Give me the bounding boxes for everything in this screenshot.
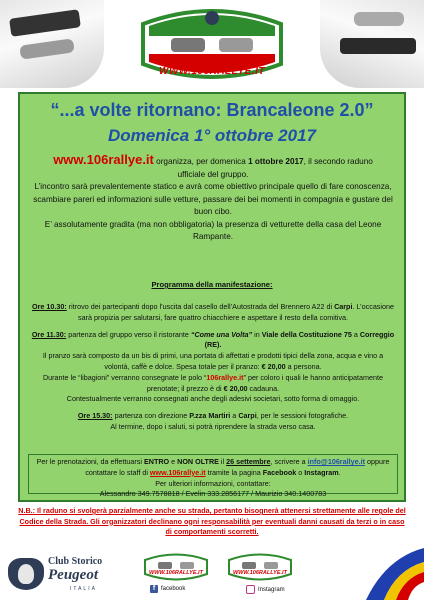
website-link[interactable]: www.106rallye.it: [53, 152, 154, 167]
intro-text: www.106rallye.it organizza, per domenica 1 ottobre 2017, il secondo raduno ufficiale del gruppo. L’incontro sarà prevalentemente statico e avrà come obiettivo principale quello di fare conoscenza, scambiare pareri ed informazioni sulle vetture, passare dei bei momenti in compagnia e gustare del buon cibo. E’ assolutamente gradita (ma non obbligatoria) la presenza di vetturette della casa del Leone Rampante.: [30, 154, 396, 244]
program-item: Ore 10.30: ritrovo dei partecipanti dopo l’uscita dal casello dell’Autostrada del Brennero A22 di Carpi. L’occasione sarà propizia per salutarsi, fare quattro chiacchiere e aspettare il resto della comitiva.: [32, 302, 394, 322]
program-heading: Programma della manifestazione:: [151, 280, 273, 289]
106rallye-logo-small: [226, 552, 294, 582]
program-item: Ore 11.30: partenza del gruppo verso il ristorante “Come una Volta” in Viale della Costituzione 75 a Correggio (RE).: [31, 329, 395, 350]
instagram-icon: [246, 585, 255, 594]
program-item: Al termine, dopo i saluti, si potrà riprendere la strada verso casa.: [110, 421, 316, 431]
footer-logos: Club Storico Peugeot ITALIA WWW.106RALLYE.IT f facebook WWW.106RALLYE.IT Instagram: [0, 548, 424, 600]
racing-stripe-decoration: [326, 548, 424, 600]
website-link[interactable]: www.106rallye.it: [149, 467, 206, 477]
facebook-icon: f: [150, 585, 158, 593]
car-front-left-image: [0, 0, 104, 88]
program-list: [30, 302, 396, 439]
program-item: Ore 15.30: partenza con direzione P.zza Martiri a Carpi, per le sessioni fotografiche.: [77, 411, 349, 421]
club-peugeot-logo: Club Storico Peugeot ITALIA: [8, 548, 120, 596]
106rallye-logo-small: [142, 552, 210, 582]
program-item: Durante le “libagioni” verranno consegnate le polo “106rallye.it” per coloro i quali le hanno anticipatamente prenotate; il prezzo è di € 20,00 cadauna.: [42, 372, 384, 393]
facebook-link[interactable]: f facebook: [150, 585, 185, 593]
disclaimer-note: N.B.: Il raduno si svolgerà parzialmente anche su strada, pertanto bisognerà attenersi strettamente alle regole del Codice della Strada. Gli organizzatori declinano ogni responsabilità per eventuali danni causati da terzi o in caso di comportamenti scorretti.: [18, 506, 406, 537]
event-title: “...a volte ritornano: Brancaleone 2.0”: [50, 100, 374, 120]
car-front-right-image: [320, 0, 424, 88]
booking-info-box: Per le prenotazioni, da effettuarsi ENTRO e NON OLTRE il 26 settembre, scrivere a info@106rallye.it oppure contattare lo staff di www.106rallye.it tramite la pagina Facebook o Instagram. Per ulteriori informazioni, contattare: Alessandro 349.7578818 / Evelin 333.2856177 / Maurizio 340.1400783: [28, 454, 398, 494]
header-banner: [0, 0, 424, 92]
email-link[interactable]: info@106rallye.it: [307, 457, 365, 466]
program-item: Il pranzo sarà composto da un bis di primi, una portata di affettati e prodotti tipici della zona, acqua e vino a volontà, caffè e dolce. Spesa totale per il pranzo: € 20,00 a persona.: [42, 351, 384, 371]
intro-paragraph: E’ assolutamente gradita (ma non obbligatoria) la presenza di vetturette della casa del Leone Rampante.: [44, 219, 382, 241]
logo-website-text: WWW.106RALLYE.IT: [159, 66, 265, 77]
instagram-link[interactable]: Instagram: [246, 585, 285, 594]
contact-phones: Alessandro 349.7578818 / Evelin 333.2856177 / Maurizio 340.1400783: [99, 489, 327, 499]
intro-paragraph: L’incontro sarà prevalentemente statico e avrà come obiettivo principale quello di fare conoscenza, scambiare pareri ed informazioni sulle vetture, passare dei bei momenti in compagnia e gustare del buon cibo.: [33, 182, 393, 216]
event-content-panel: [18, 92, 406, 502]
event-date: Domenica 1° ottobre 2017: [107, 126, 317, 145]
lion-shield-icon: [8, 558, 44, 590]
program-item: Contestualmente verranno consegnati anche degli adesivi societari, sotto forma di omaggio.: [66, 394, 360, 404]
